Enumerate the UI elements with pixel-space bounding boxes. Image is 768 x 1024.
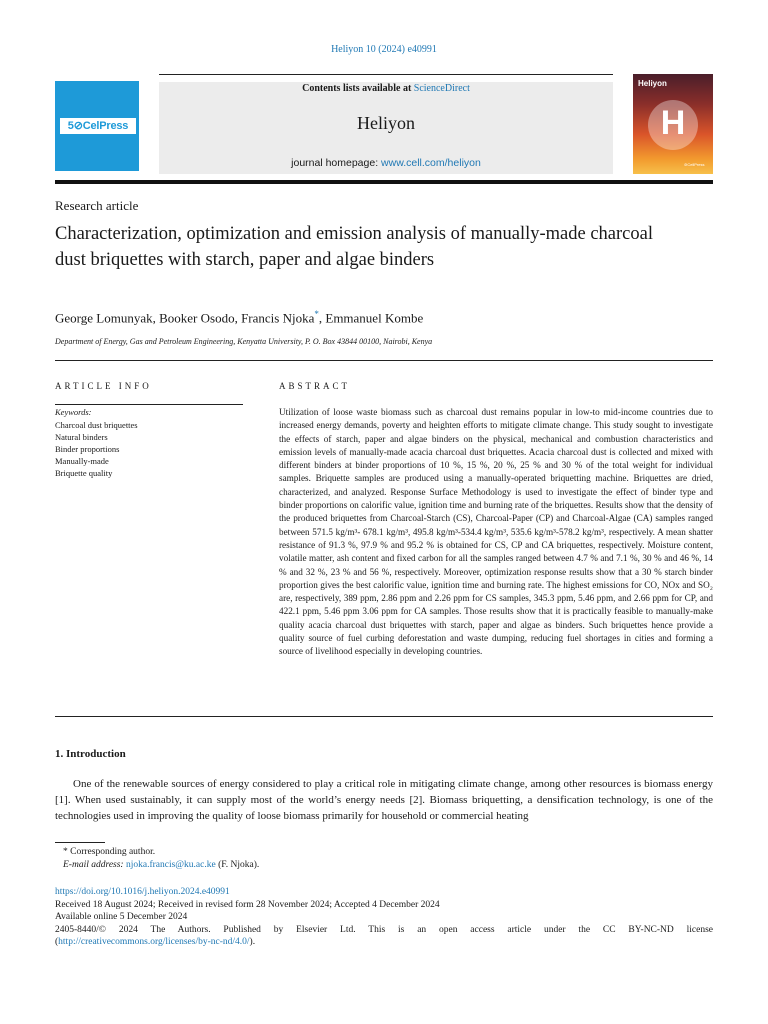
article-type: Research article <box>55 198 139 213</box>
author-list: George Lomunyak, Booker Osodo, Francis Njoka*, Emmanuel Kombe <box>55 309 424 326</box>
header-thick-rule <box>55 180 713 184</box>
article-title: Characterization, optimization and emission analysis of manually-made charcoal dust briquettes with starch, paper and algae binders <box>55 224 653 270</box>
section-rule <box>55 360 713 361</box>
available-online: Available online 5 December 2024 <box>55 912 188 922</box>
keyword-item: Manually-made <box>55 456 109 466</box>
keywords-label: Keywords: <box>55 407 92 417</box>
cover-title: Heliyon <box>638 79 667 88</box>
article-info-rule <box>55 404 243 405</box>
license-url-line <box>55 936 713 949</box>
author-name[interactable]: Francis Njoka <box>241 310 315 326</box>
cellpress-logo: 5⊘CelPress <box>60 118 136 134</box>
abstract-heading: ABSTRACT <box>279 381 351 391</box>
footnote <box>55 846 259 872</box>
header-top-rule <box>159 74 613 75</box>
license-close: ). <box>249 937 256 947</box>
author-name[interactable]: George Lomunyak <box>55 310 153 326</box>
article-metadata <box>55 886 713 949</box>
received-dates: Received 18 August 2024; Received in revised form 28 November 2024; Accepted 4 December 2024 <box>55 899 440 910</box>
doi-link[interactable]: https://doi.org/10.1016/j.heliyon.2024.e40991 <box>55 887 230 897</box>
abstract-text: Utilization of loose waste biomass such as charcoal dust remains popular in low-to mid-income countries due to increased energy demands, poverty and heighten efforts to mitigate climate change. This study sought to investigate the effects of starch, paper and algae binders on the physical, mechanical and combustion characteristics and emission levels of manually-made acacia charcoal dust briquettes. Acacia charcoal dust is collected and mixed with different binders at binder proportions of 10 %, 15 %, 20 %, 25 % and 30 % of the total weight for individual samples. Briquette samples are produced using a manually-operated briquetting machine. Briquettes are dried, characterized, and analyzed. Response Surface Methodology is used to investigate the effect of binder type and binder proportions on calorific value, ignition time and burning rate of the briquettes. Results show that the density of the produced briquettes from Charcoal-Starch (CS), Charcoal-Paper (CP) and Charcoal-Algae (CA) samples ranged between 571.5 kg/m³- 678.1 kg/m³, 495.8 kg/m³-534.4 kg/m³, 535.6 kg/m³-578.2 kg/m³, respectively. A mean shatter resistance of 91.3 %, 97.9 % and 95.2 % is obtained for CS, CP and CA briquettes, respectively. Moisture content, volatile matter, ash content and fixed carbon for all the samples ranged between 4.7 % and 7.1 %, 30 % and 46 %, 14 % and 32 %, 23 % and 56 %, respectively. Moreover, optimization response results show that a 30 % starch binder proportion gives the best calorific value, ignition time and burning rate. The highest emissions for CO, NOx and SO₂ are, respectively, 389 ppm, 2.86 ppm and 2.26 ppm for CS samples, 345.3 ppm, 5.46 ppm, and 2.66 ppm for CP, and 422.1 ppm, 5.46 ppm 3.06 ppm for CA samples. Those results show that it is practically feasible to manually-make quality acacia charcoal dust briquettes with starch, paper and algae as binders. Such briquettes hence provide a quality source of fuel curbing deforestation and waste dumping, reducing fuel shortages in cities and forming a source of livelihood especially in developing countries. <box>279 407 713 657</box>
footnote-rule <box>55 842 105 843</box>
license-statement: 2405-8440/© 2024 The Authors. Published by Elsevier Ltd. This is an open access article under the CC BY-NC-ND license <box>55 924 713 935</box>
email-line <box>55 859 259 872</box>
keyword-item: Charcoal dust briquettes <box>55 420 138 430</box>
keyword-item: Natural binders <box>55 432 108 442</box>
homepage-prefix: journal homepage: <box>291 157 382 169</box>
email-link[interactable]: njoka.francis@ku.ac.ke <box>125 860 216 870</box>
license-open: ( <box>55 937 59 947</box>
contents-prefix: Contents lists available at <box>302 83 414 94</box>
abstract-bottom-rule <box>55 716 713 717</box>
corresponding-author-mark[interactable]: * <box>314 309 319 319</box>
introduction-paragraph: One of the renewable sources of energy considered to play a critical role in mitigating climate change, among other resources is biomass energy [1]. When used sustainably, it can supply most of the world’s energy needs [2]. Biomass briquetting, a densification technology, is one of the technologies used in improving the quality of loose biomass primarily for household or commercial heating <box>55 778 713 822</box>
author-name[interactable]: Emmanuel Kombe <box>325 310 424 326</box>
journal-homepage <box>159 157 613 169</box>
license-link[interactable]: http://creativecommons.org/licenses/by-nc-nd/4.0/ <box>58 937 250 947</box>
email-label: E-mail address: <box>63 860 126 870</box>
journal-reference[interactable]: Heliyon 10 (2024) e40991 <box>331 44 437 55</box>
cover-h-letter: H <box>660 104 686 142</box>
email-suffix: (F. Njoka). <box>215 860 260 870</box>
keyword-item: Briquette quality <box>55 468 113 478</box>
keywords-list <box>55 419 138 479</box>
affiliation: Department of Energy, Gas and Petroleum Engineering, Kenyatta University, P. O. Box 43844 00100, Nairobi, Kenya <box>55 337 433 346</box>
corresponding-author-note: * Corresponding author. <box>63 847 156 857</box>
introduction-heading: 1. Introduction <box>55 748 126 760</box>
keyword-item: Binder proportions <box>55 444 120 454</box>
author-name[interactable]: Booker Osodo <box>159 310 235 326</box>
contents-line <box>159 83 613 94</box>
homepage-link[interactable]: www.cell.com/heliyon <box>381 157 481 169</box>
cover-publisher: ⊘CellPress <box>684 162 705 167</box>
article-info-heading: ARTICLE INFO <box>55 381 152 391</box>
sciencedirect-link[interactable]: ScienceDirect <box>413 83 470 94</box>
journal-name: Heliyon <box>357 113 415 133</box>
